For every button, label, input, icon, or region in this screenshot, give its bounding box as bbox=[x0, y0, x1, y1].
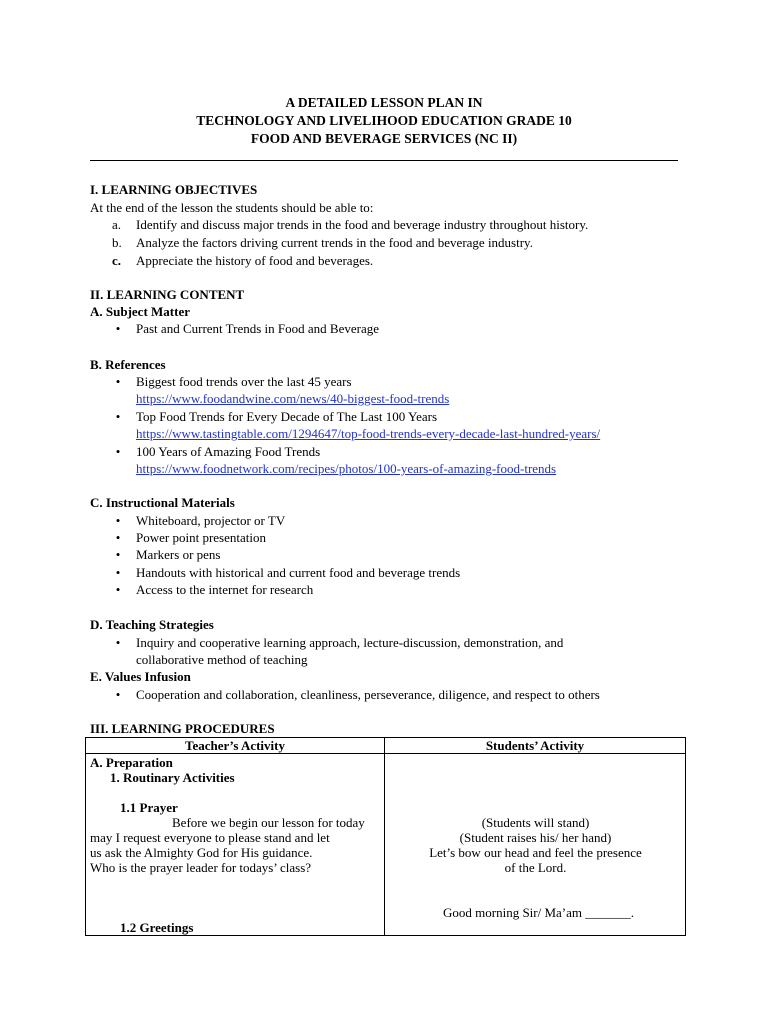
objectives-intro: At the end of the lesson the students should be able to: bbox=[90, 200, 374, 215]
title-line-2: TECHNOLOGY AND LIVELIHOOD EDUCATION GRADE 10 bbox=[196, 113, 572, 128]
materials-heading: C. Instructional Materials bbox=[90, 495, 235, 510]
students-line-4: of the Lord. bbox=[504, 860, 567, 875]
students-line-1: (Students will stand) bbox=[481, 815, 590, 830]
prayer-heading: 1.1 Prayer bbox=[120, 800, 178, 815]
bullet-icon: • bbox=[115, 687, 121, 702]
prayer-text-line-1: Before we begin our lesson for today bbox=[172, 815, 365, 830]
material-item-2: Power point presentation bbox=[136, 530, 266, 545]
subject-matter-item: Past and Current Trends in Food and Beverage bbox=[136, 321, 380, 336]
material-item-3: Markers or pens bbox=[136, 547, 221, 562]
material-item-4: Handouts with historical and current food and beverage trends bbox=[136, 565, 461, 580]
objective-item-c: Appreciate the history of food and beverages. bbox=[136, 253, 374, 268]
bullet-icon: • bbox=[115, 444, 121, 459]
strategies-text-line-1: Inquiry and cooperative learning approach, lecture-discussion, demonstration, and bbox=[136, 635, 564, 650]
material-item-5: Access to the internet for research bbox=[136, 582, 314, 597]
values-item: Cooperation and collaboration, cleanliness, perseverance, diligence, and respect to others bbox=[136, 687, 600, 702]
content-heading: II. LEARNING CONTENT bbox=[90, 287, 245, 302]
objectives-heading: I. LEARNING OBJECTIVES bbox=[90, 182, 258, 197]
teacher-activity-header: Teacher’s Activity bbox=[86, 738, 385, 754]
title-line-3: FOOD AND BEVERAGE SERVICES (NC II) bbox=[250, 131, 518, 146]
bullet-icon: • bbox=[115, 565, 121, 580]
procedures-heading: III. LEARNING PROCEDURES bbox=[90, 721, 275, 736]
students-activity-cell bbox=[385, 754, 686, 936]
objective-marker-b: b. bbox=[112, 235, 122, 250]
routinary-heading: 1. Routinary Activities bbox=[110, 770, 235, 785]
bullet-icon: • bbox=[115, 547, 121, 562]
prayer-text-line-3: us ask the Almighty God for His guidance. bbox=[90, 845, 313, 860]
reference-title-3: 100 Years of Amazing Food Trends bbox=[136, 444, 321, 459]
students-activity-header: Students’ Activity bbox=[385, 738, 686, 754]
material-item-1: Whiteboard, projector or TV bbox=[136, 513, 286, 528]
reference-title-2: Top Food Trends for Every Decade of The Last 100 Years bbox=[136, 409, 438, 424]
prayer-text-line-2: may I request everyone to please stand and let bbox=[90, 830, 330, 845]
students-line-5: Good morning Sir/ Ma’am _______. bbox=[443, 905, 635, 920]
table-row bbox=[86, 754, 686, 936]
bullet-icon: • bbox=[115, 409, 121, 424]
table-header-row bbox=[86, 738, 686, 754]
greetings-heading: 1.2 Greetings bbox=[120, 920, 194, 935]
objective-marker-c: c. bbox=[112, 253, 122, 268]
preparation-heading: A. Preparation bbox=[90, 755, 173, 770]
reference-title-1: Biggest food trends over the last 45 years bbox=[136, 374, 352, 389]
values-heading: E. Values Infusion bbox=[90, 669, 191, 684]
objective-item-b: Analyze the factors driving current trends in the food and beverage industry. bbox=[136, 235, 533, 250]
strategies-heading: D. Teaching Strategies bbox=[90, 617, 214, 632]
bullet-icon: • bbox=[115, 635, 121, 650]
reference-link-1[interactable]: https://www.foodandwine.com/news/40-biggest-food-trends bbox=[136, 391, 450, 406]
bullet-icon: • bbox=[115, 374, 121, 389]
reference-link-3[interactable]: https://www.foodnetwork.com/recipes/photos/100-years-of-amazing-food-trends bbox=[136, 461, 557, 476]
bullet-icon: • bbox=[115, 513, 121, 528]
bullet-icon: • bbox=[115, 530, 121, 545]
title-line-1: A DETAILED LESSON PLAN IN bbox=[285, 95, 483, 110]
teacher-activity-cell bbox=[86, 754, 385, 936]
prayer-text-line-4: Who is the prayer leader for todays’ class? bbox=[90, 860, 312, 875]
subject-matter-heading: A. Subject Matter bbox=[90, 304, 190, 319]
strategies-text-line-2: collaborative method of teaching bbox=[136, 652, 308, 667]
title-divider bbox=[90, 160, 678, 161]
document-title bbox=[0, 94, 768, 148]
reference-link-2[interactable]: https://www.tastingtable.com/1294647/top-food-trends-every-decade-last-hundred-years/ bbox=[136, 426, 601, 441]
bullet-icon: • bbox=[115, 582, 121, 597]
students-line-2: (Student raises his/ her hand) bbox=[459, 830, 612, 845]
objective-marker-a: a. bbox=[112, 217, 122, 232]
objective-item-a: Identify and discuss major trends in the food and beverage industry throughout history. bbox=[136, 217, 589, 232]
students-line-3: Let’s bow our head and feel the presence bbox=[429, 845, 642, 860]
references-heading: B. References bbox=[90, 357, 166, 372]
bullet-icon: • bbox=[115, 321, 121, 336]
procedures-table bbox=[85, 737, 686, 936]
